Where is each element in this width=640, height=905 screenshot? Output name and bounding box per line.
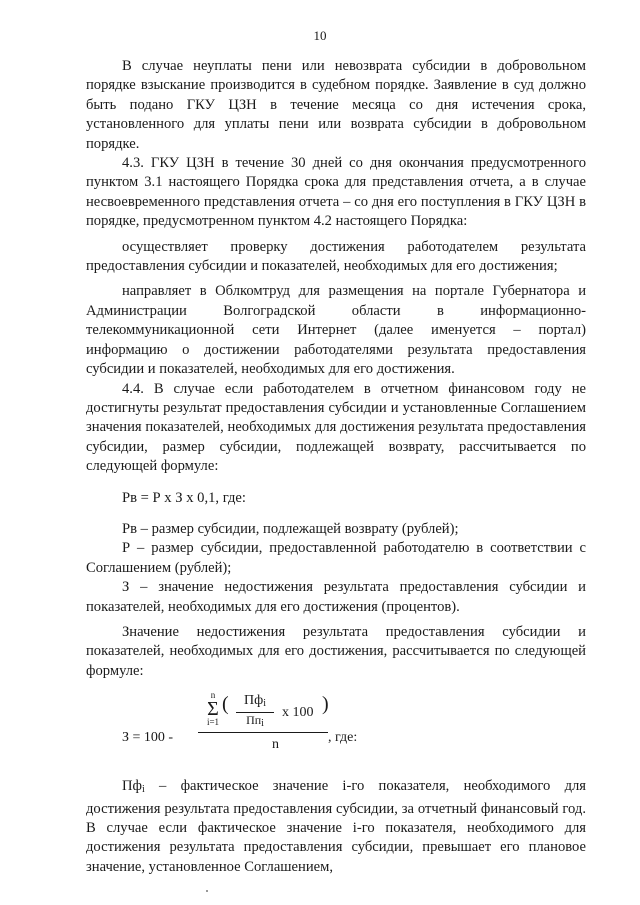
open-paren: ( [222, 693, 229, 716]
definition-rv: Рв – размер субсидии, подлежащей возврату (рублей); [122, 520, 459, 537]
formula-divisor: n [272, 737, 279, 753]
scan-speck [206, 890, 208, 892]
fraction-numerator: $Пф_i$ [236, 693, 274, 713]
paragraph-4-3: 4.3. ГКУ ЦЗН в течение 30 дней со дня окончания предусмотренного пунктом 3.1 настоящего Порядка срока для представления отчета, а в случае несвоевременного представления отчета – со дня его поступления в ГКУ ЦЗН в порядке, предусмотренном пунктом 4.2 настоящего Порядка: [86, 155, 586, 230]
formula-non-achievement [122, 691, 586, 767]
paragraph-4-4: 4.4. В случае если работодателем в отчетном финансовом году не достигнуты результат предоставления субсидии и установленные Соглашением значения показателей, необходимых для достижения результата предоставления субсидии, размер субсидии, подлежащей возврату, рассчитывается по следующей формуле: [86, 380, 586, 475]
definition-z: З – значение недостижения результата предоставления субсидии и показателей, необходимых для его достижения (процентов). [86, 579, 586, 615]
sum-lower-limit: i=1 [206, 717, 220, 728]
formula-lhs: З = 100 - [122, 730, 174, 746]
close-paren: ) [322, 693, 329, 716]
formula-refund: Рв = Р х З х 0,1, где: [122, 489, 246, 506]
paragraph-z-formula-intro: Значение недостижения результата предоставления субсидии и показателей, необходимых для его достижения, рассчитывается по следующей формуле: [86, 623, 586, 679]
multiply-100: х 100 [282, 705, 314, 721]
definition-pf: $Пф_i$ – фактическое значение i-го показателя, необходимого для достижения результата предоставления субсидии, за отчетный финансовый год. В случае если фактическое значение i-го показателя, необходимого для достижения результата предоставления субсидии, превышает его плановое значение, установленное Соглашением, [86, 778, 586, 875]
paragraph-check-achievement: осуществляет проверку достижения работодателем результата предоставления субсидии и показателей, необходимых для его достижения; [86, 238, 586, 275]
formula-where: , где: [328, 730, 358, 746]
paragraph-court-recovery: В случае неуплаты пени или невозврата субсидии в добровольном порядке взыскание производится в судебном порядке. Заявление в суд должно быть подано ГКУ ЦЗН в течение месяца со дня истечения срока, установленного для уплаты пени или возврата субсидии в добровольном порядке. [86, 58, 586, 152]
sum-upper-limit: n [210, 690, 216, 701]
division-bar [198, 732, 328, 733]
definition-r: Р – размер субсидии, предоставленной работодателю в соответствии с Соглашением (рублей); [86, 540, 586, 576]
paragraph-portal-info: направляет в Облкомтруд для размещения на портале Губернатора и Администрации Волгоградской области в информационно-телекоммуникационной сети Интернет (далее именуется – портал) информацию о достижении работодателями результата предоставления субсидии и показателей, необходимых для его достижения. [86, 283, 586, 378]
document-body [86, 57, 586, 877]
page-number: 10 [313, 28, 327, 43]
sigma-symbol: Σ [207, 698, 219, 721]
ratio-fraction [236, 693, 274, 731]
fraction-denominator: $Пп_i$ [246, 713, 264, 730]
